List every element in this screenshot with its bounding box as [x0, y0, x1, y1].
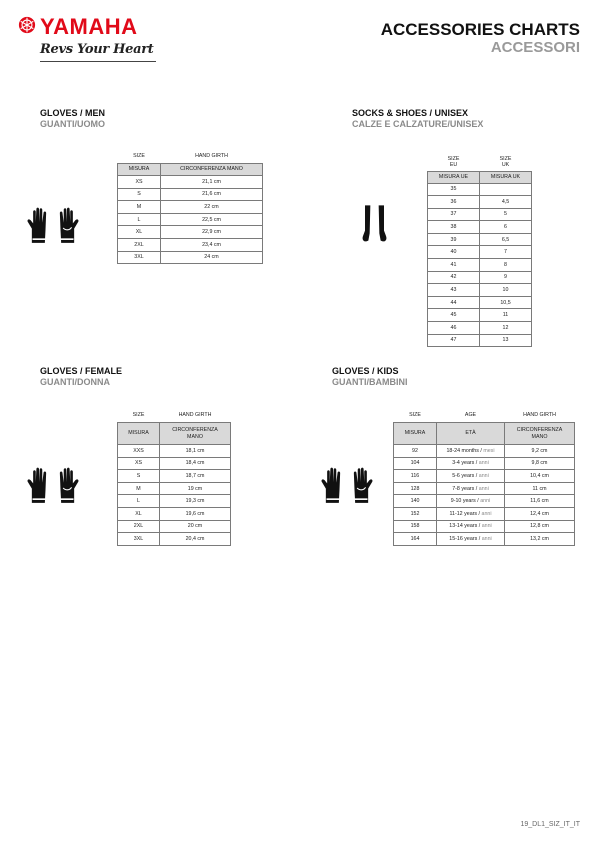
age-en: 18-24 months — [446, 447, 479, 454]
size-cell: 104 — [394, 457, 437, 470]
table-row — [394, 495, 575, 508]
socks-shoes-table — [427, 153, 532, 347]
age-cell — [437, 533, 505, 546]
table-cell: 36 — [428, 196, 480, 209]
table-cell: 40 — [428, 246, 480, 259]
age-it: anni — [478, 472, 489, 479]
heading-en: SOCKS & SHOES / UNISEX — [352, 108, 469, 118]
age-separator: / — [475, 485, 478, 492]
title-english: ACCESSORIES CHARTS — [380, 20, 580, 39]
size-cell: 158 — [394, 520, 437, 533]
brand-tagline: Revs Your Heart — [40, 42, 154, 57]
size-label: SIZE — [499, 155, 512, 162]
age-cell — [437, 482, 505, 495]
table-cell: 10 — [480, 284, 532, 297]
mano-label: MANO — [531, 433, 548, 440]
heading-en: GLOVES / FEMALE — [40, 366, 123, 376]
eu-label: EU — [449, 161, 458, 168]
table-cell: 45 — [428, 309, 480, 322]
table-row — [118, 188, 263, 201]
table-cell: 37 — [428, 208, 480, 221]
table-cell: 21,6 cm — [161, 188, 263, 201]
col-header-misura: MISURA — [394, 423, 437, 445]
table-row — [118, 176, 263, 189]
section-heading-gloves-men — [40, 108, 105, 130]
col-header-size: SIZE — [133, 153, 145, 160]
age-it: anni — [481, 523, 492, 530]
table-row — [118, 495, 231, 508]
glove-pair-icon — [26, 206, 82, 246]
col-header-circonferenza — [160, 423, 231, 445]
table-cell: XL — [118, 226, 161, 239]
col-header-size-eu — [428, 153, 480, 171]
table-row — [428, 271, 532, 284]
table-cell: 18,7 cm — [160, 470, 231, 483]
table-row — [428, 208, 532, 221]
table-row — [394, 482, 575, 495]
girth-cell: 10,4 cm — [505, 470, 575, 483]
yamaha-logo — [18, 14, 158, 66]
table-cell: M — [118, 201, 161, 214]
col-header-hand-girth: HAND GIRTH — [195, 153, 228, 160]
table-row — [428, 284, 532, 297]
table-row — [428, 259, 532, 272]
gloves-female-table — [117, 409, 231, 546]
table-row — [428, 221, 532, 234]
table-row — [394, 445, 575, 458]
girth-cell: 13,2 cm — [505, 533, 575, 546]
col-header-size: SIZE — [132, 412, 145, 419]
table-row — [118, 520, 231, 533]
age-it: anni — [480, 498, 491, 505]
table-row — [428, 309, 532, 322]
table-cell: 6,5 — [480, 233, 532, 246]
table-cell: 22 cm — [161, 201, 263, 214]
age-cell — [437, 470, 505, 483]
table-row — [428, 246, 532, 259]
heading-it: GUANTI/DONNA — [40, 377, 110, 387]
section-heading-gloves-kids — [332, 366, 408, 388]
table-cell: 47 — [428, 334, 480, 347]
table-row — [394, 533, 575, 546]
table-cell: 3XL — [118, 533, 160, 546]
table-cell: 23,4 cm — [161, 238, 263, 251]
table-cell: 43 — [428, 284, 480, 297]
table-row — [394, 457, 575, 470]
table-cell: L — [118, 495, 160, 508]
age-en: 7-8 years — [452, 485, 475, 492]
age-cell — [437, 495, 505, 508]
table-cell: XXS — [118, 445, 160, 458]
size-cell: 92 — [394, 445, 437, 458]
girth-cell: 11 cm — [505, 482, 575, 495]
table-cell: 2XL — [118, 520, 160, 533]
table-row — [394, 470, 575, 483]
gloves-female-icons — [26, 466, 82, 506]
age-separator: / — [475, 460, 478, 467]
col-header-hand-girth: HAND GIRTH — [523, 412, 556, 419]
brand-name: YAMAHA — [40, 14, 138, 39]
table-row — [118, 533, 231, 546]
gloves-kids-icons — [320, 466, 376, 506]
table-cell: 19 cm — [160, 482, 231, 495]
col-header-misura: MISURA — [118, 164, 161, 176]
table-cell: 12 — [480, 322, 532, 335]
circonferenza-label: CIRCONFERENZA — [172, 427, 218, 434]
table-cell: 5 — [480, 208, 532, 221]
table-cell: 20,4 cm — [160, 533, 231, 546]
table-cell: 4,5 — [480, 196, 532, 209]
table-cell: S — [118, 188, 161, 201]
table-cell: XS — [118, 457, 160, 470]
table-cell: 3XL — [118, 251, 161, 264]
table-row — [428, 196, 532, 209]
table-cell: 41 — [428, 259, 480, 272]
table-cell: 2XL — [118, 238, 161, 251]
table-cell — [480, 183, 532, 196]
age-separator: / — [478, 523, 481, 530]
girth-cell: 9,2 cm — [505, 445, 575, 458]
table-cell: 35 — [428, 183, 480, 196]
age-separator: / — [480, 447, 482, 454]
col-header-age: AGE — [464, 412, 477, 419]
age-en: 11-12 years — [449, 510, 478, 517]
age-separator: / — [477, 498, 479, 505]
age-en: 15-16 years — [449, 535, 478, 542]
table-cell: XL — [118, 507, 160, 520]
glove-pair-icon — [26, 466, 82, 506]
table-row — [118, 251, 263, 264]
table-row — [394, 520, 575, 533]
table-row — [118, 470, 231, 483]
table-row — [118, 238, 263, 251]
tuning-fork-emblem-icon — [18, 16, 36, 34]
col-header-misura-uk: MISURA UK — [480, 171, 532, 183]
table-row — [118, 213, 263, 226]
table-row — [118, 201, 263, 214]
table-cell: 38 — [428, 221, 480, 234]
age-it: mesi — [483, 447, 495, 454]
heading-it: GUANTI/UOMO — [40, 119, 105, 129]
mano-label: MANO — [187, 433, 203, 440]
girth-cell: 12,8 cm — [505, 520, 575, 533]
table-cell: 6 — [480, 221, 532, 234]
sock-pair-icon — [354, 204, 394, 244]
age-it: anni — [478, 460, 489, 467]
table-cell: M — [118, 482, 160, 495]
table-row — [428, 183, 532, 196]
col-header-circonferenza — [505, 423, 575, 445]
gloves-men-table — [117, 150, 263, 264]
heading-it: CALZE E CALZATURE/UNISEX — [352, 119, 484, 129]
table-row — [394, 507, 575, 520]
age-it: anni — [481, 510, 492, 517]
table-cell: 18,1 cm — [160, 445, 231, 458]
table-cell: 46 — [428, 322, 480, 335]
size-label: SIZE — [447, 155, 460, 162]
age-separator: / — [478, 535, 481, 542]
age-cell — [437, 457, 505, 470]
age-en: 13-14 years — [449, 523, 478, 530]
table-row — [118, 226, 263, 239]
section-heading-socks-shoes — [352, 108, 483, 130]
col-header-size: SIZE — [409, 412, 421, 419]
size-cell: 152 — [394, 507, 437, 520]
table-cell: S — [118, 470, 160, 483]
table-cell: XS — [118, 176, 161, 189]
table-cell: L — [118, 213, 161, 226]
table-row — [428, 233, 532, 246]
page-title — [381, 20, 580, 57]
size-cell: 116 — [394, 470, 437, 483]
age-en: 9-10 years — [450, 498, 476, 505]
section-heading-gloves-female — [40, 366, 122, 388]
age-cell — [437, 445, 505, 458]
tagline-underline — [40, 61, 156, 62]
gloves-kids-table — [393, 409, 575, 546]
socks-icons — [354, 204, 394, 244]
girth-cell: 9,8 cm — [505, 457, 575, 470]
uk-label: UK — [501, 161, 510, 168]
gloves-men-icons — [26, 206, 82, 246]
table-cell: 8 — [480, 259, 532, 272]
circonferenza-label: CIRCONFERENZA — [516, 427, 563, 434]
table-cell: 11 — [480, 309, 532, 322]
table-cell: 39 — [428, 233, 480, 246]
col-header-eta: ETÀ — [437, 423, 505, 445]
age-it: anni — [478, 485, 489, 492]
table-cell: 20 cm — [160, 520, 231, 533]
age-en: 3-4 years — [452, 460, 475, 467]
table-cell: 21,1 cm — [161, 176, 263, 189]
age-separator: / — [475, 472, 478, 479]
table-row — [428, 322, 532, 335]
table-cell: 19,3 cm — [160, 495, 231, 508]
age-cell — [437, 507, 505, 520]
glove-pair-icon — [320, 466, 376, 506]
document-code: 19_DL1_SIZ_IT_IT — [520, 821, 580, 828]
col-header-size-uk — [480, 153, 532, 171]
table-cell: 24 cm — [161, 251, 263, 264]
table-cell: 19,6 cm — [160, 507, 231, 520]
size-cell: 164 — [394, 533, 437, 546]
girth-cell: 11,6 cm — [505, 495, 575, 508]
heading-it: GUANTI/BAMBINI — [332, 377, 408, 387]
table-cell: 7 — [480, 246, 532, 259]
table-row — [428, 334, 532, 347]
heading-en: GLOVES / KIDS — [332, 366, 399, 376]
girth-cell: 12,4 cm — [505, 507, 575, 520]
age-en: 5-6 years — [452, 472, 475, 479]
table-cell: 13 — [480, 334, 532, 347]
title-italian: ACCESSORI — [490, 39, 580, 56]
table-cell: 44 — [428, 296, 480, 309]
age-cell — [437, 520, 505, 533]
table-row — [118, 507, 231, 520]
size-cell: 128 — [394, 482, 437, 495]
table-cell: 9 — [480, 271, 532, 284]
col-header-hand-girth: HAND GIRTH — [178, 412, 212, 419]
age-it: anni — [481, 535, 492, 542]
table-row — [428, 296, 532, 309]
table-cell: 18,4 cm — [160, 457, 231, 470]
heading-en: GLOVES / MEN — [40, 108, 106, 118]
table-cell: 42 — [428, 271, 480, 284]
table-row — [118, 482, 231, 495]
table-cell: 10,5 — [480, 296, 532, 309]
table-row — [118, 445, 231, 458]
age-separator: / — [478, 510, 481, 517]
table-cell: 22,5 cm — [161, 213, 263, 226]
col-header-misura: MISURA — [118, 423, 160, 445]
table-row — [118, 457, 231, 470]
col-header-circonferenza: CIRCONFERENZA MANO — [161, 164, 263, 176]
col-header-misura-ue: MISURA UE — [428, 171, 480, 183]
size-cell: 140 — [394, 495, 437, 508]
table-cell: 22,9 cm — [161, 226, 263, 239]
